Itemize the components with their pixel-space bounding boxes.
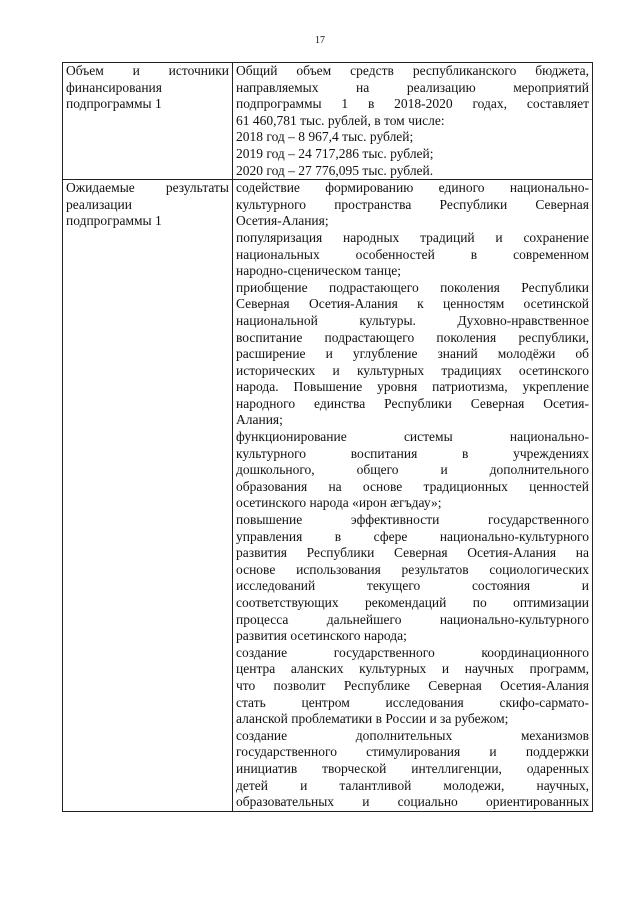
content-line: создание государственного координационного <box>236 644 589 660</box>
content-line: образования на основе традиционных ценностей <box>236 478 589 494</box>
content-line: управления в сфере национально-культурного <box>236 528 589 544</box>
content-line: что позволит Республике Северная Осетия-Алания <box>236 677 589 693</box>
content-line: направляемых на реализацию мероприятий <box>236 79 589 95</box>
content-line: популяризация народных традиций и сохранение <box>236 229 589 245</box>
table-row <box>63 180 593 812</box>
label-line: Объем и источники <box>66 63 229 78</box>
label-line: реализации <box>66 196 132 212</box>
content-line: развития Республики Северная Осетия-Алания на <box>236 545 589 561</box>
content-line: дошкольного, общего и дополнительного <box>236 462 589 478</box>
content-line: осетинского народа «ирон æгъдау»; <box>236 495 442 511</box>
content-line: соответствующих рекомендаций по оптимизации <box>236 595 589 610</box>
content-line: 61 460,781 тыс. рублей, в том числе: <box>236 112 445 128</box>
content-line: культурного пространства Республики Северная <box>236 196 589 212</box>
content-line: расширение и углубление знаний молодёжи об <box>236 346 589 362</box>
content-line: инициатив творческой интеллигенции, одаренных <box>236 760 589 776</box>
content-line: развития осетинского народа; <box>236 628 407 644</box>
content-line: функционирование системы национально- <box>236 429 589 445</box>
content-line: содействие формированию единого национально- <box>236 180 589 196</box>
content-line: детей и талантливой молодежи, научных, <box>236 777 589 793</box>
content-line: воспитание подрастающего поколения республики, <box>236 329 589 345</box>
content-line: национальных особенностей в современном <box>236 246 589 262</box>
content-line: центра аланских культурных и научных программ, <box>236 661 589 677</box>
label-line: финансирования <box>66 79 162 95</box>
content-line: исторических и культурных традициях осетинского <box>236 362 589 378</box>
content-line: народного единства Республики Северная Осетия- <box>236 395 589 411</box>
label-line: подпрограммы 1 <box>66 213 162 229</box>
content-line: 2018 год – 8 967,4 тыс. рублей; <box>236 129 414 145</box>
content-line: образовательных и социально ориентированных <box>236 794 589 810</box>
content-line: Общий объем средств республиканского бюджета, <box>236 63 589 78</box>
label-line: Ожидаемые результаты <box>66 180 229 196</box>
content-line: Алания; <box>236 412 283 428</box>
content-line: 2020 год – 27 776,095 тыс. рублей. <box>236 162 434 178</box>
row-label-cell <box>63 180 233 812</box>
content-line: стать центром исследования скифо-сармато- <box>236 694 589 710</box>
content-line: исследований текущего состояния и <box>236 578 589 594</box>
content-line: 2019 год – 24 717,286 тыс. рублей; <box>236 145 434 161</box>
content-line: государственного стимулирования и поддержки <box>236 744 589 760</box>
content-line: создание дополнительных механизмов <box>236 727 589 743</box>
content-line: национальной культуры. Духовно-нравственное <box>236 312 589 328</box>
content-line: основе использования результатов социологических <box>236 561 589 577</box>
row-label-cell <box>63 63 233 180</box>
content-line: подпрограммы 1 в 2018-2020 годах, составляет <box>236 96 589 112</box>
row-content-cell <box>233 63 593 180</box>
content-line: народа. Повышение уровня патриотизма, укрепление <box>236 379 589 395</box>
content-line: процесса дальнейшего национально-культурного <box>236 611 589 627</box>
content-line: Северная Осетия-Алания к ценностям осетинской <box>236 296 589 312</box>
content-line: повышение эффективности государственного <box>236 512 589 528</box>
page-number: 17 <box>315 35 325 46</box>
content-line: народно-сценическом танце; <box>236 263 401 279</box>
content-line: культурного воспитания в учреждениях <box>236 445 589 461</box>
label-line: подпрограммы 1 <box>66 96 162 112</box>
row-content-cell <box>233 180 593 812</box>
content-line: аланской проблематики в России и за рубежом; <box>236 711 509 727</box>
table-row <box>63 63 593 180</box>
content-line: Осетия-Алания; <box>236 213 329 229</box>
content-line: приобщение подрастающего поколения Республики <box>236 279 589 295</box>
document-table <box>62 62 593 812</box>
